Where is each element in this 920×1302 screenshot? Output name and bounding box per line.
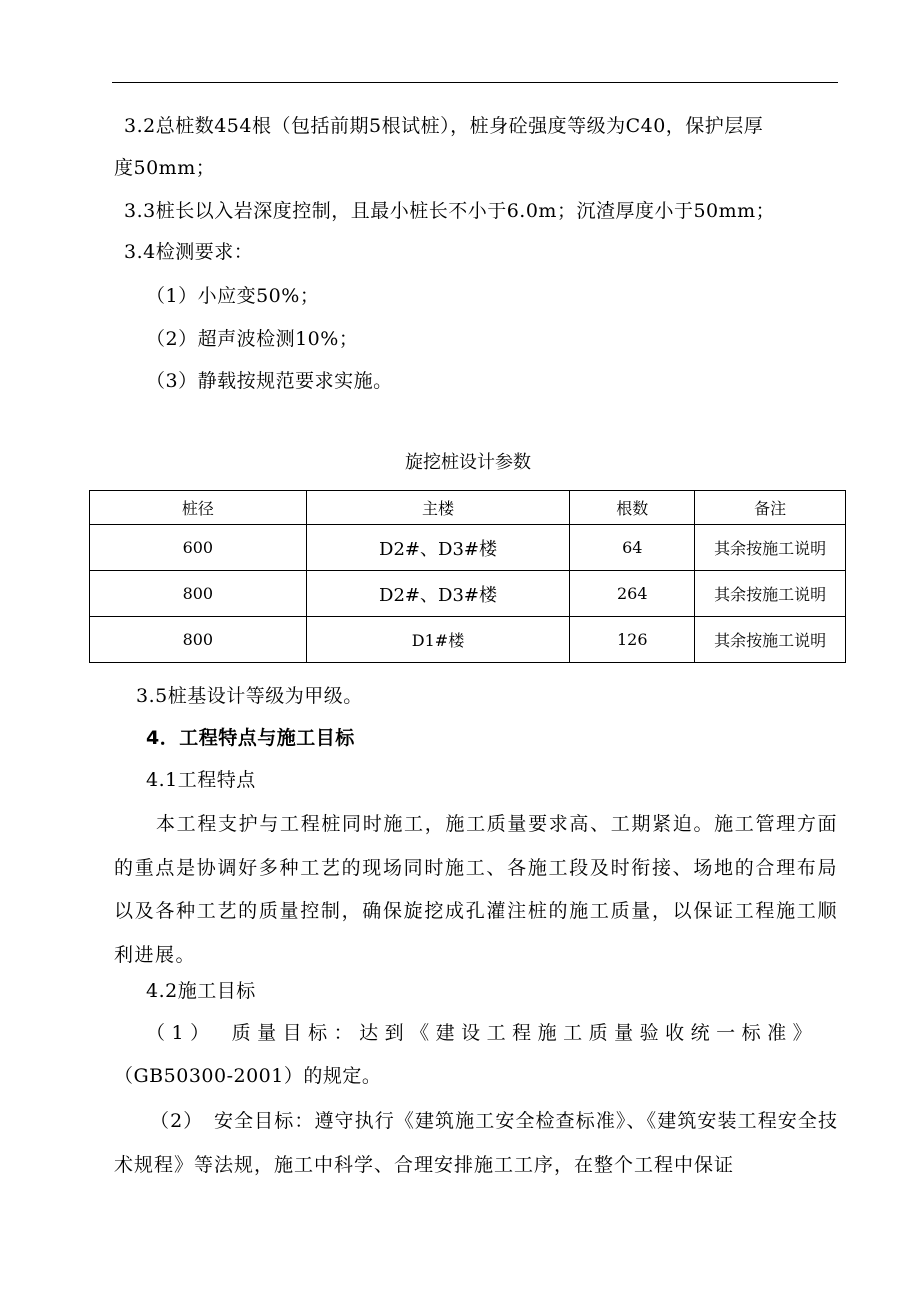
cell-note: 其余按施工说明 <box>695 571 846 617</box>
col-header: 桩径 <box>90 491 307 525</box>
cell-diameter: 800 <box>90 617 307 663</box>
cell-count: 264 <box>570 571 695 617</box>
section-4-2-heading: 4.2施工目标 <box>146 980 256 1002</box>
text-3-2-line2: 度50mm； <box>114 157 216 179</box>
section-4-1-paragraph: 本工程支护与工程桩同时施工，施工质量要求高、工期紧迫。施工管理方面的重点是协调好多种工艺的现场同时施工、各施工段及时衔接、场地的合理布局以及各种工艺的质量控制，确保旋挖成孔灌注桩的施工质量，以保证工程施工顺利进展。 <box>114 813 838 966</box>
col-header: 根数 <box>570 491 695 525</box>
text-3-4: 3.4检测要求： <box>124 241 254 263</box>
cell-diameter: 800 <box>90 571 307 617</box>
cell-diameter: 600 <box>90 525 307 571</box>
goal-1-line2: （GB50300-2001）的规定。 <box>114 1065 382 1087</box>
cell-count: 126 <box>570 617 695 663</box>
cell-building: D2#、D3#楼 <box>306 571 570 617</box>
cell-count: 64 <box>570 525 695 571</box>
section-4-1-heading: 4.1工程特点 <box>146 769 256 791</box>
goal-2-paragraph: （2） 安全目标：遵守执行《建筑施工安全检查标准》、《建筑安装工程安全技术规程》等法规，施工中科学、合理安排施工工序，在整个工程中保证 <box>114 1110 838 1176</box>
text-3-3: 3.3桩长以入岩深度控制，且最小桩长不小于6.0m；沉渣厚度小于50mm； <box>124 200 776 222</box>
table-row <box>90 617 846 663</box>
cell-building: D2#、D3#楼 <box>306 525 570 571</box>
header-rule <box>112 82 838 83</box>
table-row <box>90 525 846 571</box>
text-3-2-line1: 3.2总桩数454根（包括前期5根试桩），桩身砼强度等级为C40，保护层厚 <box>124 115 764 137</box>
cell-note: 其余按施工说明 <box>695 525 846 571</box>
table-caption: 旋挖桩设计参数 <box>405 452 531 473</box>
table-header-row <box>90 491 846 525</box>
text-3-5: 3.5桩基设计等级为甲级。 <box>136 685 363 707</box>
text-3-4-item2: （2）超声波检测10%； <box>146 328 359 350</box>
pile-parameter-table <box>89 490 846 663</box>
cell-note: 其余按施工说明 <box>695 617 846 663</box>
col-header: 主楼 <box>306 491 570 525</box>
text-3-4-item1: （1）小应变50%； <box>146 285 320 307</box>
cell-building: D1#楼 <box>306 617 570 663</box>
col-header: 备注 <box>695 491 846 525</box>
section-4-heading: 4．工程特点与施工目标 <box>146 727 355 749</box>
text-3-4-item3: （3）静载按规范要求实施。 <box>146 370 393 392</box>
goal-1-line1: （1） 质量目标：达到《建设工程施工质量验收统一标准》 <box>146 1022 819 1044</box>
table-row <box>90 571 846 617</box>
